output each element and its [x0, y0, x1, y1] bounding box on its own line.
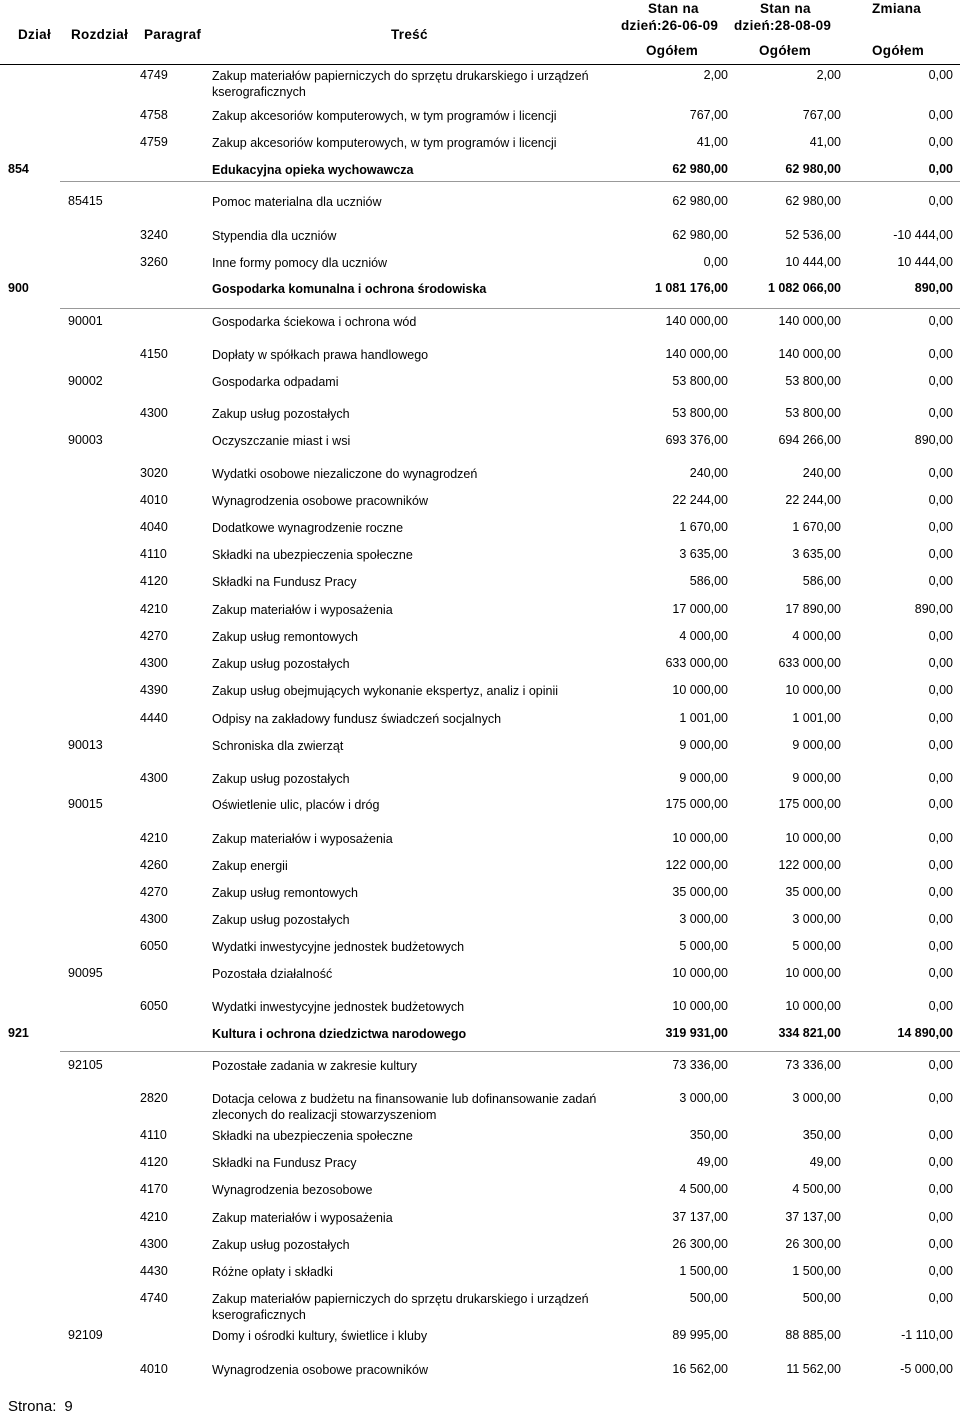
- cell-stan-26-06: 319 931,00: [665, 1026, 728, 1040]
- cell-paragraf: 2820: [140, 1091, 168, 1105]
- cell-paragraf: 4759: [140, 135, 168, 149]
- cell-tresc: Zakup materiałów i wyposażenia: [212, 603, 393, 617]
- cell-zmiana: 0,00: [928, 162, 953, 176]
- cell-stan-26-06: 2,00: [703, 68, 728, 82]
- page-number: 9: [64, 1398, 73, 1415]
- cell-paragraf: 4040: [140, 520, 168, 534]
- cell-zmiana: 0,00: [928, 547, 953, 561]
- cell-stan-28-08: 633 000,00: [778, 656, 841, 670]
- cell-tresc: Gospodarka odpadami: [212, 375, 339, 389]
- header-col2-sub: Ogółem: [759, 43, 812, 58]
- cell-zmiana: 0,00: [928, 1237, 953, 1251]
- cell-zmiana: 890,00: [914, 281, 953, 295]
- header-col2-date: dzień:28-08-09: [734, 18, 832, 33]
- cell-stan-26-06: 122 000,00: [665, 858, 728, 872]
- cell-stan-28-08: 694 266,00: [778, 433, 841, 447]
- cell-stan-28-08: 11 562,00: [786, 1362, 841, 1376]
- cell-tresc: Zakup materiałów i wyposażenia: [212, 1211, 393, 1225]
- cell-stan-26-06: 41,00: [696, 135, 728, 149]
- cell-zmiana: 10 444,00: [897, 255, 953, 269]
- cell-zmiana: 0,00: [928, 1128, 953, 1142]
- cell-stan-26-06: 62 980,00: [672, 194, 728, 208]
- cell-stan-28-08: 49,00: [809, 1155, 841, 1169]
- cell-stan-26-06: 693 376,00: [665, 433, 728, 447]
- cell-tresc: Składki na ubezpieczenia społeczne: [212, 548, 413, 562]
- cell-tresc: Inne formy pomocy dla uczniów: [212, 256, 388, 270]
- cell-tresc: Wynagrodzenia bezosobowe: [212, 1183, 373, 1197]
- cell-tresc: Dotacja celowa z budżetu na finansowanie lub dofinansowanie zadań zleconych do realizacji stowarzyszeniom: [212, 1092, 597, 1122]
- cell-paragraf: 4210: [140, 831, 168, 845]
- cell-stan-26-06: 5 000,00: [679, 939, 728, 953]
- cell-stan-28-08: 88 885,00: [785, 1328, 841, 1342]
- cell-paragraf: 4300: [140, 1237, 168, 1251]
- cell-zmiana: 0,00: [928, 68, 953, 82]
- cell-paragraf: 4270: [140, 885, 168, 899]
- cell-stan-26-06: 9 000,00: [679, 738, 728, 752]
- cell-stan-28-08: 1 001,00: [792, 711, 841, 725]
- cell-tresc: Oczyszczanie miast i wsi: [212, 434, 351, 448]
- cell-stan-28-08: 9 000,00: [792, 771, 841, 785]
- cell-tresc: Wydatki inwestycyjne jednostek budżetowych: [212, 1000, 465, 1014]
- cell-tresc: Składki na Fundusz Pracy: [212, 575, 357, 589]
- cell-zmiana: 0,00: [928, 966, 953, 980]
- cell-paragraf: 4300: [140, 656, 168, 670]
- cell-stan-26-06: 73 336,00: [672, 1058, 728, 1072]
- cell-stan-28-08: 2,00: [816, 68, 841, 82]
- cell-stan-28-08: 140 000,00: [778, 314, 841, 328]
- cell-stan-26-06: 175 000,00: [665, 797, 728, 811]
- cell-zmiana: 890,00: [914, 602, 953, 616]
- cell-dzial: 921: [8, 1026, 29, 1040]
- cell-tresc: Zakup usług remontowych: [212, 886, 358, 900]
- cell-tresc: Składki na ubezpieczenia społeczne: [212, 1129, 413, 1143]
- header-divider: [0, 64, 960, 65]
- cell-tresc: Wydatki osobowe niezaliczone do wynagrodzeń: [212, 467, 478, 481]
- cell-zmiana: 0,00: [928, 1155, 953, 1169]
- page-footer: [8, 1398, 73, 1415]
- cell-stan-28-08: 35 000,00: [785, 885, 841, 899]
- cell-paragraf: 4300: [140, 771, 168, 785]
- cell-stan-28-08: 334 821,00: [778, 1026, 841, 1040]
- cell-tresc: Pozostała działalność: [212, 967, 333, 981]
- cell-paragraf: 6050: [140, 999, 168, 1013]
- cell-tresc: Gospodarka ściekowa i ochrona wód: [212, 315, 417, 329]
- cell-dzial: 854: [8, 162, 29, 176]
- header-col1-sub: Ogółem: [646, 43, 699, 58]
- header-rozdzial: Rozdział: [71, 27, 129, 42]
- cell-tresc: Różne opłaty i składki: [212, 1265, 333, 1279]
- cell-stan-26-06: 1 001,00: [679, 711, 728, 725]
- cell-stan-28-08: 5 000,00: [792, 939, 841, 953]
- cell-tresc: Zakup akcesoriów komputerowych, w tym programów i licencji: [212, 136, 557, 150]
- cell-zmiana: 0,00: [928, 466, 953, 480]
- cell-zmiana: 0,00: [928, 738, 953, 752]
- cell-stan-28-08: 3 000,00: [792, 1091, 841, 1105]
- cell-stan-26-06: 10 000,00: [672, 966, 728, 980]
- cell-rozdzial: 92105: [68, 1058, 103, 1072]
- cell-tresc: Wynagrodzenia osobowe pracowników: [212, 494, 428, 508]
- cell-stan-28-08: 3 000,00: [792, 912, 841, 926]
- cell-stan-28-08: 10 000,00: [785, 999, 841, 1013]
- cell-tresc: Dopłaty w spółkach prawa handlowego: [212, 348, 429, 362]
- cell-zmiana: 0,00: [928, 885, 953, 899]
- cell-paragraf: 4390: [140, 683, 168, 697]
- cell-stan-28-08: 9 000,00: [792, 738, 841, 752]
- header-tresc: Treść: [391, 27, 428, 42]
- cell-stan-26-06: 16 562,00: [672, 1362, 728, 1376]
- cell-zmiana: 0,00: [928, 939, 953, 953]
- cell-zmiana: 0,00: [928, 912, 953, 926]
- cell-tresc: Zakup energii: [212, 859, 288, 873]
- cell-tresc: Zakup usług pozostałych: [212, 913, 350, 927]
- cell-tresc: Pomoc materialna dla uczniów: [212, 195, 382, 209]
- header-col3-sub: Ogółem: [872, 43, 925, 58]
- cell-stan-28-08: 73 336,00: [785, 1058, 841, 1072]
- cell-zmiana: -5 000,00: [900, 1362, 953, 1376]
- cell-stan-26-06: 140 000,00: [665, 314, 728, 328]
- cell-paragraf: 4010: [140, 493, 168, 507]
- cell-tresc: Zakup usług obejmujących wykonanie ekspertyz, analiz i opinii: [212, 684, 559, 698]
- cell-tresc: Kultura i ochrona dziedzictwa narodowego: [212, 1027, 467, 1041]
- cell-tresc: Domy i ośrodki kultury, świetlice i kluby: [212, 1329, 428, 1343]
- cell-tresc: Stypendia dla uczniów: [212, 229, 337, 243]
- cell-paragraf: 4170: [140, 1182, 168, 1196]
- cell-stan-28-08: 3 635,00: [792, 547, 841, 561]
- cell-paragraf: 4300: [140, 912, 168, 926]
- cell-zmiana: 0,00: [928, 656, 953, 670]
- cell-stan-26-06: 53 800,00: [672, 374, 728, 388]
- cell-stan-26-06: 0,00: [703, 255, 728, 269]
- kultura-section-line: [60, 1051, 960, 1052]
- cell-stan-26-06: 53 800,00: [672, 406, 728, 420]
- cell-rozdzial: 90013: [68, 738, 103, 752]
- cell-stan-28-08: 767,00: [802, 108, 841, 122]
- cell-tresc: Gospodarka komunalna i ochrona środowiska: [212, 282, 487, 296]
- cell-paragraf: 4110: [140, 1128, 167, 1142]
- cell-stan-28-08: 26 300,00: [785, 1237, 841, 1251]
- cell-stan-28-08: 500,00: [802, 1291, 841, 1305]
- cell-stan-28-08: 175 000,00: [778, 797, 841, 811]
- cell-zmiana: 0,00: [928, 574, 953, 588]
- cell-stan-26-06: 49,00: [696, 1155, 728, 1169]
- cell-stan-28-08: 52 536,00: [785, 228, 841, 242]
- cell-stan-26-06: 62 980,00: [672, 162, 728, 176]
- cell-stan-28-08: 240,00: [802, 466, 841, 480]
- cell-stan-26-06: 17 000,00: [672, 602, 728, 616]
- cell-zmiana: 0,00: [928, 108, 953, 122]
- cell-stan-28-08: 10 000,00: [785, 683, 841, 697]
- cell-tresc: Wydatki inwestycyjne jednostek budżetowych: [212, 940, 465, 954]
- cell-zmiana: 14 890,00: [897, 1026, 953, 1040]
- cell-stan-26-06: 1 670,00: [679, 520, 728, 534]
- cell-rozdzial: 90001: [68, 314, 103, 328]
- cell-rozdzial: 92109: [68, 1328, 103, 1342]
- cell-rozdzial: 90095: [68, 966, 103, 980]
- cell-tresc: Schroniska dla zwierząt: [212, 739, 344, 753]
- cell-stan-26-06: 89 995,00: [672, 1328, 728, 1342]
- cell-stan-28-08: 10 444,00: [785, 255, 841, 269]
- cell-stan-26-06: 37 137,00: [672, 1210, 728, 1224]
- cell-stan-28-08: 586,00: [802, 574, 841, 588]
- cell-zmiana: 0,00: [928, 711, 953, 725]
- cell-zmiana: 0,00: [928, 1091, 953, 1105]
- cell-stan-28-08: 4 500,00: [792, 1182, 841, 1196]
- cell-stan-28-08: 350,00: [802, 1128, 841, 1142]
- cell-stan-26-06: 3 635,00: [679, 547, 728, 561]
- cell-stan-26-06: 4 000,00: [679, 629, 728, 643]
- cell-paragraf: 3260: [140, 255, 168, 269]
- edu-section-line: [60, 181, 960, 182]
- cell-zmiana: 0,00: [928, 314, 953, 328]
- cell-zmiana: -10 444,00: [893, 228, 953, 242]
- cell-tresc: Zakup usług remontowych: [212, 630, 358, 644]
- cell-paragraf: 4120: [140, 1155, 168, 1169]
- cell-zmiana: 0,00: [928, 493, 953, 507]
- cell-stan-28-08: 17 890,00: [785, 602, 841, 616]
- cell-stan-26-06: 22 244,00: [672, 493, 728, 507]
- cell-zmiana: 0,00: [928, 831, 953, 845]
- cell-paragraf: 4210: [140, 602, 168, 616]
- cell-stan-26-06: 767,00: [689, 108, 728, 122]
- cell-paragraf: 4120: [140, 574, 168, 588]
- cell-stan-26-06: 140 000,00: [665, 347, 728, 361]
- cell-stan-26-06: 10 000,00: [672, 999, 728, 1013]
- cell-tresc: Odpisy na zakładowy fundusz świadczeń socjalnych: [212, 712, 502, 726]
- cell-stan-26-06: 1 081 176,00: [655, 281, 728, 295]
- cell-zmiana: 0,00: [928, 406, 953, 420]
- cell-dzial: 900: [8, 281, 29, 295]
- cell-zmiana: 0,00: [928, 1058, 953, 1072]
- cell-rozdzial: 90015: [68, 797, 103, 811]
- cell-zmiana: 0,00: [928, 1210, 953, 1224]
- header-col3-top: Zmiana: [872, 1, 922, 16]
- cell-stan-28-08: 53 800,00: [785, 374, 841, 388]
- cell-stan-26-06: 10 000,00: [672, 831, 728, 845]
- cell-zmiana: 0,00: [928, 135, 953, 149]
- header-paragraf: Paragraf: [144, 27, 202, 42]
- cell-paragraf: 4270: [140, 629, 168, 643]
- cell-stan-28-08: 122 000,00: [778, 858, 841, 872]
- gosp-section-line: [60, 308, 960, 309]
- cell-stan-28-08: 53 800,00: [785, 406, 841, 420]
- cell-zmiana: 890,00: [914, 433, 953, 447]
- cell-tresc: Zakup usług pozostałych: [212, 1238, 350, 1252]
- cell-zmiana: 0,00: [928, 374, 953, 388]
- cell-paragraf: 4440: [140, 711, 168, 725]
- cell-tresc: Pozostałe zadania w zakresie kultury: [212, 1059, 417, 1073]
- cell-zmiana: 0,00: [928, 1182, 953, 1196]
- cell-paragraf: 4210: [140, 1210, 168, 1224]
- cell-stan-26-06: 9 000,00: [679, 771, 728, 785]
- cell-zmiana: 0,00: [928, 858, 953, 872]
- cell-stan-26-06: 3 000,00: [679, 1091, 728, 1105]
- cell-rozdzial: 90002: [68, 374, 103, 388]
- cell-stan-28-08: 1 082 066,00: [768, 281, 841, 295]
- cell-stan-28-08: 10 000,00: [785, 831, 841, 845]
- cell-stan-26-06: 500,00: [689, 1291, 728, 1305]
- cell-zmiana: 0,00: [928, 194, 953, 208]
- cell-tresc: Wynagrodzenia osobowe pracowników: [212, 1363, 428, 1377]
- header-col2-top: Stan na: [760, 1, 811, 16]
- cell-zmiana: 0,00: [928, 683, 953, 697]
- cell-tresc: Zakup usług pozostałych: [212, 772, 350, 786]
- cell-zmiana: 0,00: [928, 347, 953, 361]
- cell-rozdzial: 90003: [68, 433, 103, 447]
- cell-paragraf: 3020: [140, 466, 168, 480]
- cell-zmiana: 0,00: [928, 520, 953, 534]
- cell-paragraf: 4150: [140, 347, 168, 361]
- cell-stan-26-06: 1 500,00: [679, 1264, 728, 1278]
- cell-tresc: Zakup usług pozostałych: [212, 657, 350, 671]
- cell-stan-26-06: 10 000,00: [672, 683, 728, 697]
- cell-zmiana: 0,00: [928, 999, 953, 1013]
- cell-zmiana: 0,00: [928, 1291, 953, 1305]
- cell-tresc: Zakup materiałów papierniczych do sprzętu drukarskiego i urządzeń kserograficznych: [212, 69, 589, 99]
- cell-stan-28-08: 37 137,00: [785, 1210, 841, 1224]
- cell-stan-28-08: 140 000,00: [778, 347, 841, 361]
- cell-stan-26-06: 586,00: [689, 574, 728, 588]
- cell-tresc: Zakup materiałów papierniczych do sprzętu drukarskiego i urządzeń kserograficznych: [212, 1292, 589, 1322]
- cell-tresc: Zakup materiałów i wyposażenia: [212, 832, 393, 846]
- cell-stan-28-08: 4 000,00: [792, 629, 841, 643]
- cell-paragraf: 4749: [140, 68, 168, 82]
- cell-paragraf: 3240: [140, 228, 168, 242]
- cell-paragraf: 4758: [140, 108, 168, 122]
- cell-stan-26-06: 35 000,00: [672, 885, 728, 899]
- cell-stan-28-08: 1 670,00: [792, 520, 841, 534]
- cell-zmiana: 0,00: [928, 1264, 953, 1278]
- cell-stan-28-08: 41,00: [809, 135, 841, 149]
- cell-stan-28-08: 62 980,00: [785, 194, 841, 208]
- cell-paragraf: 4260: [140, 858, 168, 872]
- cell-paragraf: 4430: [140, 1264, 168, 1278]
- cell-tresc: Zakup akcesoriów komputerowych, w tym programów i licencji: [212, 109, 557, 123]
- cell-zmiana: 0,00: [928, 629, 953, 643]
- page-label: Strona:: [8, 1398, 57, 1415]
- cell-stan-26-06: 350,00: [689, 1128, 728, 1142]
- cell-stan-26-06: 4 500,00: [679, 1182, 728, 1196]
- header-col1-date: dzień:26-06-09: [621, 18, 719, 33]
- cell-paragraf: 6050: [140, 939, 168, 953]
- cell-stan-28-08: 22 244,00: [785, 493, 841, 507]
- cell-tresc: Edukacyjna opieka wychowawcza: [212, 163, 414, 177]
- cell-tresc: Składki na Fundusz Pracy: [212, 1156, 357, 1170]
- cell-paragraf: 4010: [140, 1362, 168, 1376]
- cell-zmiana: 0,00: [928, 771, 953, 785]
- cell-paragraf: 4300: [140, 406, 168, 420]
- cell-stan-26-06: 62 980,00: [672, 228, 728, 242]
- cell-stan-26-06: 633 000,00: [665, 656, 728, 670]
- header-col1-top: Stan na: [648, 1, 699, 16]
- cell-stan-26-06: 240,00: [689, 466, 728, 480]
- cell-paragraf: 4740: [140, 1291, 168, 1305]
- cell-rozdzial: 85415: [68, 194, 103, 208]
- cell-zmiana: 0,00: [928, 797, 953, 811]
- cell-tresc: Oświetlenie ulic, placów i dróg: [212, 798, 380, 812]
- cell-tresc: Dodatkowe wynagrodzenie roczne: [212, 521, 404, 535]
- cell-stan-26-06: 3 000,00: [679, 912, 728, 926]
- cell-stan-28-08: 1 500,00: [792, 1264, 841, 1278]
- cell-paragraf: 4110: [140, 547, 167, 561]
- cell-stan-26-06: 26 300,00: [672, 1237, 728, 1251]
- cell-stan-28-08: 10 000,00: [785, 966, 841, 980]
- cell-stan-28-08: 62 980,00: [785, 162, 841, 176]
- header-dzial: Dział: [18, 27, 52, 42]
- cell-zmiana: -1 110,00: [901, 1328, 953, 1342]
- cell-tresc: Zakup usług pozostałych: [212, 407, 350, 421]
